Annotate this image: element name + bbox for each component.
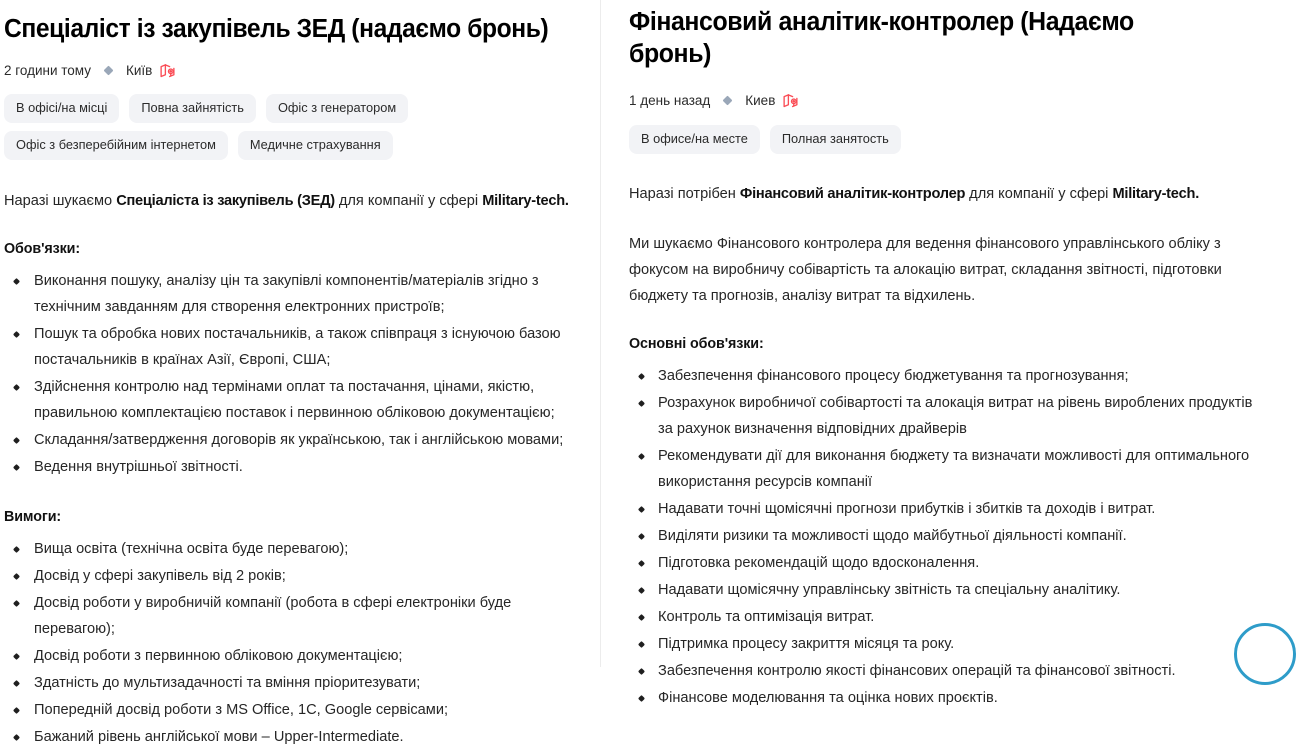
list-item: Виділяти ризики та можливості щодо майбутньої діяльності компанії. bbox=[629, 523, 1258, 549]
list-item: Підтримка процесу закриття місяця та року. bbox=[629, 631, 1258, 657]
list-item: Забезпечення контролю якості фінансових операцій та фінансової звітності. bbox=[629, 658, 1258, 684]
intro-prefix: Наразі шукаємо bbox=[4, 193, 117, 209]
job-tag[interactable]: Офіс з безперебійним інтернетом bbox=[4, 131, 228, 160]
list-item: Здатність до мультизадачності та вміння пріоритезувати; bbox=[4, 670, 592, 696]
job-meta-row bbox=[629, 92, 1268, 109]
job-meta-row bbox=[4, 62, 592, 79]
chat-widget-bubble[interactable] bbox=[1234, 623, 1296, 685]
diamond-separator-icon bbox=[104, 66, 114, 76]
list-item: Досвід роботи з первинною обліковою документацією; bbox=[4, 643, 592, 669]
list-item: Надавати точні щомісячні прогнози прибутків і збитків та доходів і витрат. bbox=[629, 496, 1258, 522]
duties-list bbox=[4, 268, 592, 480]
intro-sector-bold: Military-tech. bbox=[1112, 186, 1199, 202]
diamond-separator-icon bbox=[723, 96, 733, 106]
list-item: Фінансове моделювання та оцінка нових проєктів. bbox=[629, 685, 1258, 711]
job-tag-list-right bbox=[629, 125, 1209, 154]
job-description-right bbox=[629, 181, 1268, 711]
job-tag[interactable]: Медичне страхування bbox=[238, 131, 393, 160]
job-location: Київ bbox=[126, 63, 153, 78]
intro-sector-bold: Military-tech. bbox=[482, 193, 569, 209]
list-item: Виконання пошуку, аналізу цін та закупівлі компонентів/матеріалів згідно з технічним завданням для створення електронних пристроїв; bbox=[4, 268, 592, 320]
map-pin-icon bbox=[782, 92, 799, 109]
intro-paragraph bbox=[629, 181, 1239, 207]
intro-middle: для компанії у сфері bbox=[965, 186, 1113, 202]
job-tag[interactable]: Офіс з генератором bbox=[266, 94, 408, 123]
page-title: Фінансовий аналітик-контролер (Надаємо бронь) bbox=[629, 8, 1134, 68]
list-item: Складання/затвердження договорів як українською, так і англійською мовами; bbox=[4, 427, 592, 453]
list-item: Контроль та оптимізація витрат. bbox=[629, 604, 1258, 630]
intro-role-bold: Фінансовий аналітик-контролер bbox=[739, 186, 966, 202]
list-item: Забезпечення фінансового процесу бюджетування та прогнозування; bbox=[629, 363, 1258, 389]
job-tag-list-left bbox=[4, 94, 584, 160]
job-panel-right bbox=[600, 0, 1280, 706]
list-item: Надавати щомісячну управлінську звітність та спеціальну аналітику. bbox=[629, 577, 1258, 603]
posted-time: 2 години тому bbox=[4, 63, 91, 78]
job-location: Киев bbox=[745, 93, 776, 108]
intro-prefix: Наразі потрібен bbox=[629, 186, 740, 202]
intro-paragraph bbox=[4, 188, 592, 214]
job-tag[interactable]: В офісі/на місці bbox=[4, 94, 119, 123]
list-item: Рекомендувати дії для виконання бюджету та визначати можливості для оптимального використання ресурсів компанії bbox=[629, 443, 1258, 495]
overview-paragraph: Ми шукаємо Фінансового контролера для ведення фінансового управлінського обліку з фокусом на виробничу собівартість та алокацію витрат, складання звітності, підготовки бюджету та прогнозів, аналізу витрат та відхилень. bbox=[629, 236, 1222, 304]
page-title: Спеціаліст із закупівель ЗЕД (надаємо бронь) bbox=[4, 15, 549, 43]
list-item: Попередній досвід роботи з MS Office, 1C, Google сервісами; bbox=[4, 697, 592, 723]
job-tag[interactable]: Полная занятость bbox=[770, 125, 901, 154]
map-pin-icon bbox=[159, 62, 176, 79]
requirements-list bbox=[4, 536, 592, 750]
section-heading-requirements: Вимоги: bbox=[4, 509, 62, 525]
list-item: Вища освіта (технічна освіта буде перевагою); bbox=[4, 536, 592, 562]
posted-time: 1 день назад bbox=[629, 93, 711, 108]
job-panel-left bbox=[0, 0, 600, 745]
section-heading-duties: Обов'язки: bbox=[4, 241, 81, 257]
list-item: Здійснення контролю над термінами оплат та постачання, цінами, якістю, правильною комплектацією поставок і первинною обліковою документацією; bbox=[4, 374, 592, 426]
job-tag[interactable]: Повна зайнятість bbox=[129, 94, 256, 123]
job-tag[interactable]: В офисе/на месте bbox=[629, 125, 760, 154]
list-item: Бажаний рівень англійської мови – Upper-Intermediate. bbox=[4, 724, 592, 750]
list-item: Розрахунок виробничої собівартості та алокація витрат на рівень вироблених продуктів за рахунок визначення відповідних драйверів bbox=[629, 390, 1258, 442]
intro-middle: для компанії у сфері bbox=[334, 193, 483, 209]
intro-role-bold: Спеціаліста із закупівель (ЗЕД) bbox=[116, 193, 335, 209]
list-item: Ведення внутрішньої звітності. bbox=[4, 454, 592, 480]
list-item: Підготовка рекомендацій щодо вдосконалення. bbox=[629, 550, 1258, 576]
list-item: Досвід роботи у виробничій компанії (робота в сфері електроніки буде перевагою); bbox=[4, 590, 592, 642]
job-description-left bbox=[4, 188, 592, 750]
list-item: Досвід у сфері закупівель від 2 років; bbox=[4, 563, 592, 589]
main-duties-list bbox=[629, 363, 1268, 711]
list-item: Пошук та обробка нових постачальників, а також співпраця з існуючою базою постачальників в країнах Азії, Європі, США; bbox=[4, 321, 592, 373]
section-heading-main-duties: Основні обов'язки: bbox=[629, 336, 764, 352]
